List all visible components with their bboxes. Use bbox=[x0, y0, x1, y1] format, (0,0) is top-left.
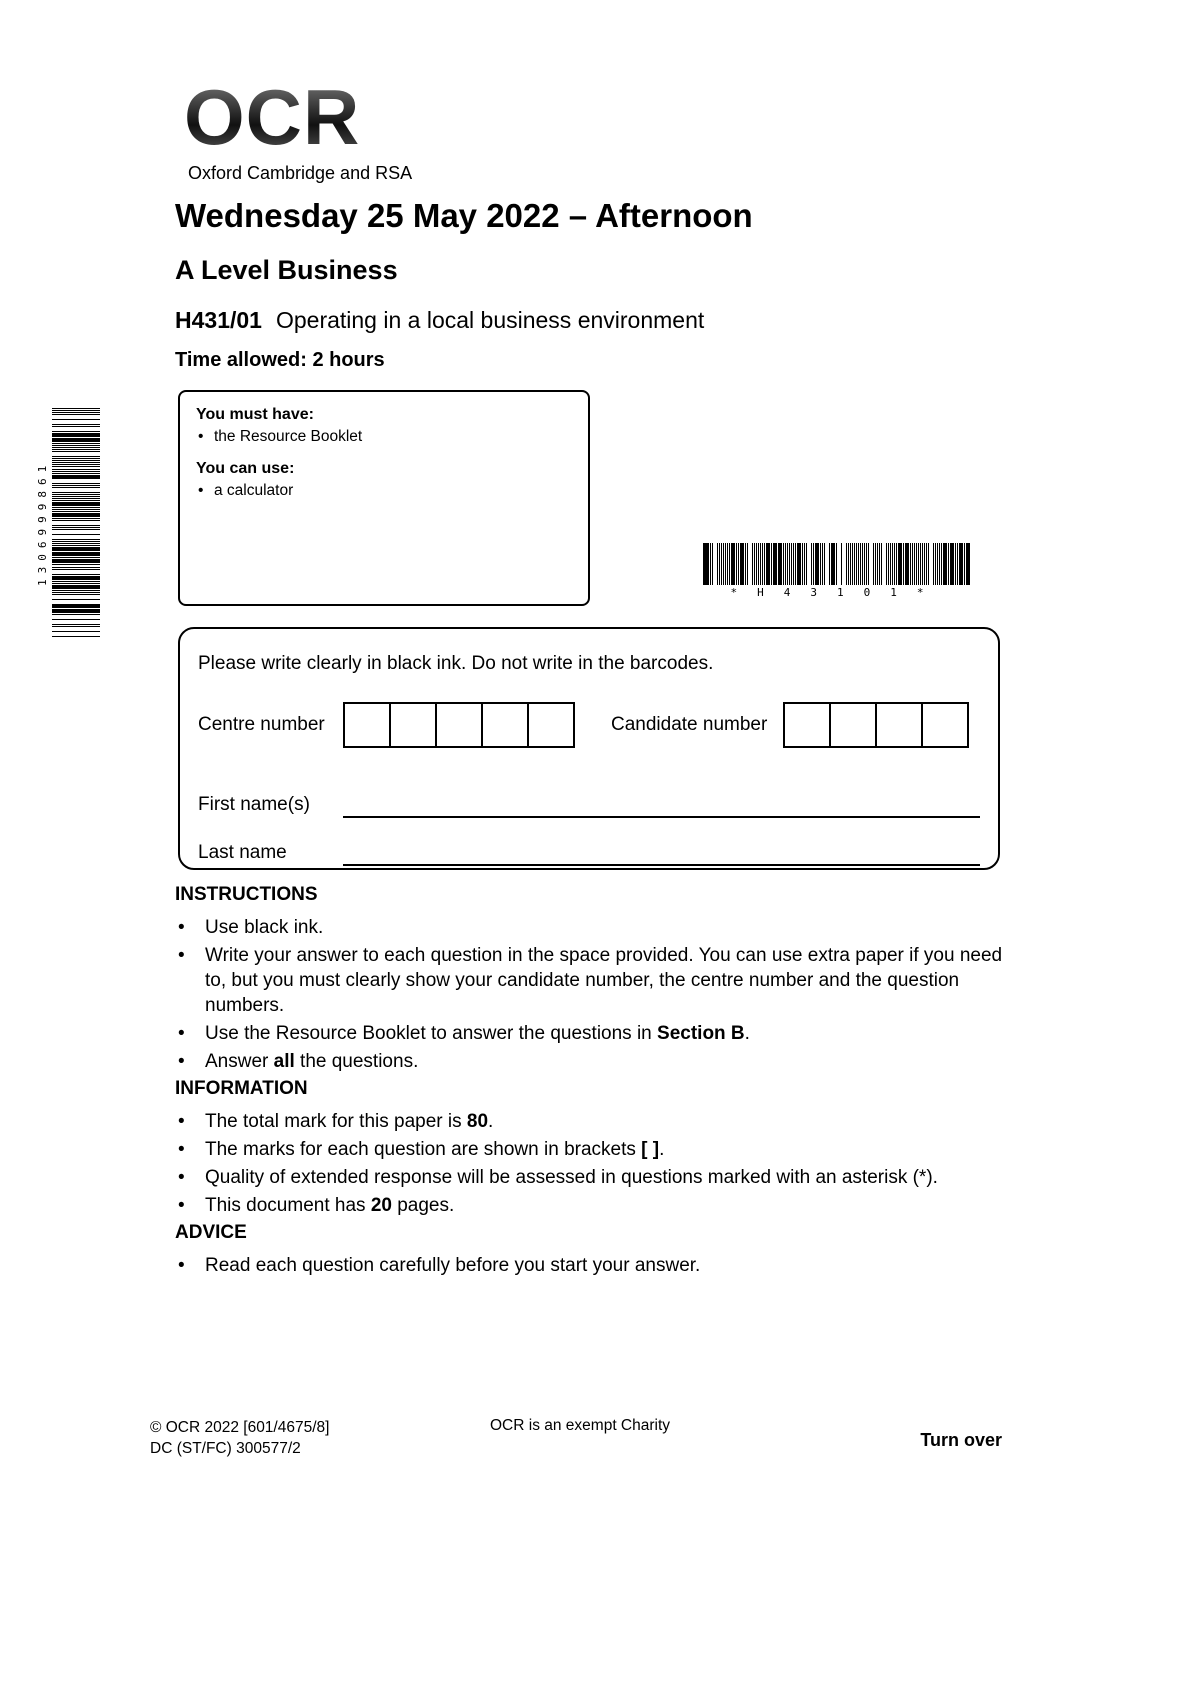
instruction-item bbox=[175, 915, 1020, 940]
can-use-item bbox=[198, 482, 572, 500]
bullet-icon: • bbox=[178, 1111, 185, 1132]
information-item bbox=[175, 1165, 1020, 1190]
entry-cell[interactable] bbox=[783, 702, 831, 748]
number-entry-row bbox=[198, 702, 980, 748]
paper-code: H431/01 bbox=[175, 307, 262, 333]
qualification-title: A Level Business bbox=[175, 255, 398, 285]
paper-title: Operating in a local business environment bbox=[275, 307, 705, 333]
bullet-icon: • bbox=[178, 917, 185, 938]
instruction-item bbox=[175, 943, 1020, 1018]
left-barcode-number: 1306999861 bbox=[36, 459, 49, 587]
instructions-heading: INSTRUCTIONS bbox=[175, 884, 318, 905]
information-heading: INFORMATION bbox=[175, 1078, 308, 1099]
information-text: The marks for each question are shown in brackets [ ]. bbox=[205, 1139, 665, 1160]
bullet-icon: • bbox=[198, 428, 204, 445]
footer-charity: OCR is an exempt Charity bbox=[490, 1417, 671, 1434]
centre-number-label: Centre number bbox=[198, 714, 325, 735]
can-use-label: You can use: bbox=[196, 460, 295, 477]
advice-item bbox=[175, 1253, 1020, 1278]
bullet-icon: • bbox=[198, 482, 204, 499]
must-have-label: You must have: bbox=[196, 406, 314, 423]
can-use-item-text: a calculator bbox=[214, 482, 294, 499]
entry-cell[interactable] bbox=[481, 702, 529, 748]
candidate-number-cells[interactable] bbox=[783, 702, 967, 748]
exam-date-title: Wednesday 25 May 2022 – Afternoon bbox=[175, 197, 753, 234]
entry-cell[interactable] bbox=[389, 702, 437, 748]
bullet-icon: • bbox=[178, 1195, 185, 1216]
candidate-box-intro: Please write clearly in black ink. Do not write in the barcodes. bbox=[198, 653, 714, 674]
first-name-row bbox=[198, 770, 980, 818]
last-name-label: Last name bbox=[198, 842, 287, 863]
materials-box bbox=[178, 390, 590, 606]
last-name-input-line[interactable] bbox=[343, 834, 980, 866]
advice-section bbox=[175, 1222, 1020, 1281]
centre-number-cells[interactable] bbox=[343, 702, 573, 748]
candidate-details-box bbox=[178, 627, 1000, 870]
advice-text: Read each question carefully before you start your answer. bbox=[205, 1255, 701, 1276]
first-name-input-line[interactable] bbox=[343, 786, 980, 818]
bullet-icon: • bbox=[178, 945, 185, 966]
left-barcode bbox=[52, 408, 100, 638]
instruction-item bbox=[175, 1021, 1020, 1046]
entry-cell[interactable] bbox=[343, 702, 391, 748]
instruction-text: Use the Resource Booklet to answer the questions in Section B. bbox=[205, 1023, 750, 1044]
information-section bbox=[175, 1078, 1020, 1221]
must-have-item bbox=[198, 428, 572, 446]
bullet-icon: • bbox=[178, 1139, 185, 1160]
ocr-logo-subtitle: Oxford Cambridge and RSA bbox=[188, 163, 413, 183]
right-barcode-block bbox=[703, 543, 971, 601]
ocr-logo: OCR bbox=[184, 73, 361, 161]
bullet-icon: • bbox=[178, 1255, 185, 1276]
information-item bbox=[175, 1137, 1020, 1162]
first-name-label: First name(s) bbox=[198, 794, 310, 815]
bullet-icon: • bbox=[178, 1023, 185, 1044]
entry-cell[interactable] bbox=[875, 702, 923, 748]
information-text: Quality of extended response will be assessed in questions marked with an asterisk (*). bbox=[205, 1167, 938, 1188]
entry-cell[interactable] bbox=[527, 702, 575, 748]
footer-left bbox=[150, 1417, 329, 1459]
instruction-text: Answer all the questions. bbox=[205, 1051, 419, 1072]
information-item bbox=[175, 1109, 1020, 1134]
must-have-item-text: the Resource Booklet bbox=[214, 428, 363, 445]
entry-cell[interactable] bbox=[435, 702, 483, 748]
left-barcode-block bbox=[36, 408, 102, 638]
information-text: This document has 20 pages. bbox=[205, 1195, 455, 1216]
information-text: The total mark for this paper is 80. bbox=[205, 1111, 494, 1132]
bullet-icon: • bbox=[178, 1167, 185, 1188]
candidate-number-label: Candidate number bbox=[611, 714, 768, 735]
instruction-text: Write your answer to each question in the space provided. You can use extra paper if you need to, but you must clearly show your candidate number, the centre number and the question numbers. bbox=[205, 945, 1003, 1016]
instruction-item bbox=[175, 1049, 1020, 1074]
footer-dc-code: DC (ST/FC) 300577/2 bbox=[150, 1440, 301, 1457]
paper-code-title bbox=[175, 307, 704, 334]
time-allowed: Time allowed: 2 hours bbox=[175, 349, 385, 371]
last-name-row bbox=[198, 818, 980, 866]
advice-heading: ADVICE bbox=[175, 1222, 247, 1243]
instructions-section bbox=[175, 884, 1020, 1077]
bullet-icon: • bbox=[178, 1051, 185, 1072]
right-barcode-number: *H43101* bbox=[730, 586, 944, 599]
turn-over-label: Turn over bbox=[920, 1430, 1002, 1450]
right-barcode bbox=[703, 543, 971, 585]
entry-cell[interactable] bbox=[829, 702, 877, 748]
instruction-text: Use black ink. bbox=[205, 917, 324, 938]
footer-copyright: © OCR 2022 [601/4675/8] bbox=[150, 1419, 330, 1436]
entry-cell[interactable] bbox=[921, 702, 969, 748]
information-item bbox=[175, 1193, 1020, 1218]
